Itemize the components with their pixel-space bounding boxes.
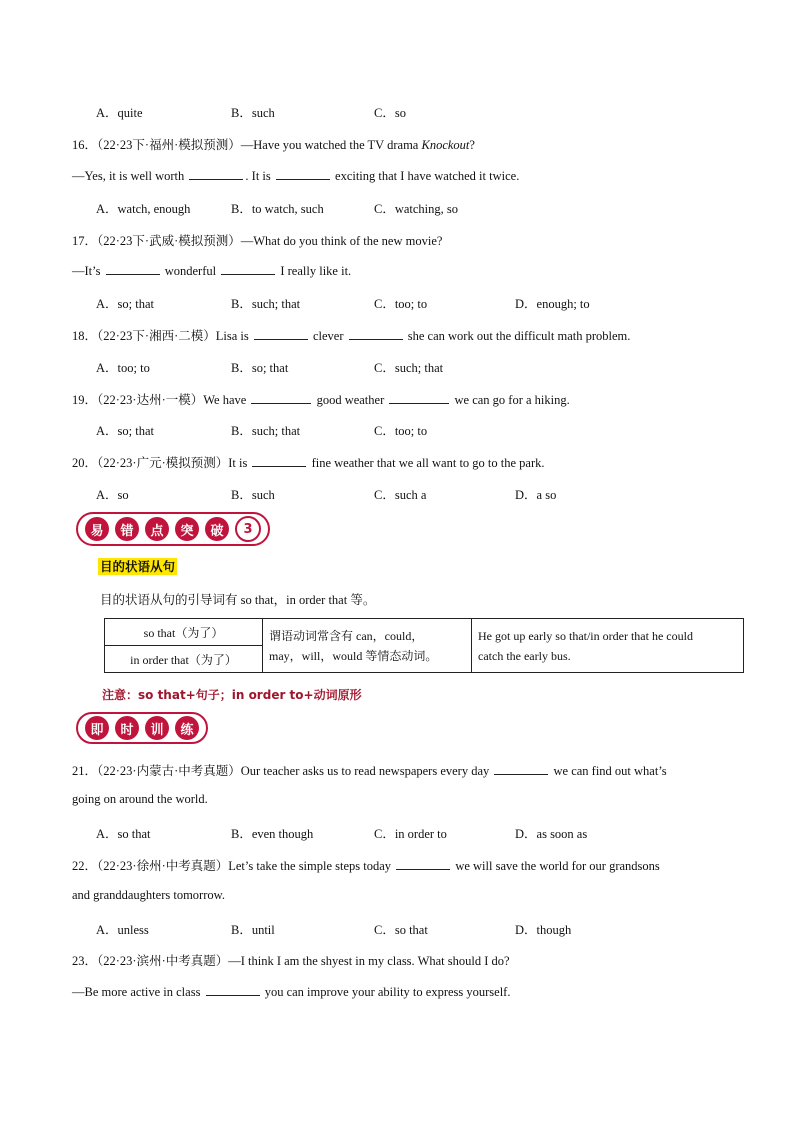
rule-line-1: 谓语动词常含有 can，could， (269, 628, 424, 643)
q20-blank-1[interactable] (252, 454, 306, 467)
q17-line2 (72, 262, 351, 279)
q17-line2-b: wonderful (164, 264, 217, 278)
q17-option-b[interactable]: B．such; that (231, 297, 301, 311)
q21-stem (72, 761, 667, 779)
q15-option-c[interactable]: C．so (374, 106, 406, 120)
q16-line2-b: . It is (245, 169, 271, 183)
example-line-1: He got up early so that/in order that he could (478, 628, 693, 643)
q16-stem-prefix: 16．（22·23下·福州·模拟预测）—Have you watched the TV drama (72, 138, 422, 152)
q16-option-c[interactable]: C．watching, so (374, 202, 459, 216)
q21-stem-b: we can find out what’s (553, 764, 667, 778)
q17-option-c[interactable]: C．too; to (374, 297, 428, 311)
q18-stem (72, 326, 630, 344)
q17-option-d[interactable]: D．enough; to (515, 297, 590, 311)
banner-char: 练 (175, 716, 199, 740)
q22-option-a[interactable]: A．unless (96, 923, 149, 937)
q16-line2 (72, 167, 519, 184)
conj-cell-in-order-that: in order that（为了） (105, 646, 263, 673)
q16-blank-2[interactable] (276, 167, 330, 180)
q16-line2-a: —Yes, it is well worth (72, 169, 185, 183)
q22-option-c[interactable]: C．so that (374, 923, 428, 937)
section-intro: 目的状语从句的引导词有 so that，in order that 等。 (100, 593, 376, 607)
table-row (105, 619, 744, 646)
q19-option-b[interactable]: B．such; that (231, 424, 301, 438)
q22-stem-a: 22．（22·23·徐州·中考真题）Let’s take the simple steps today (72, 859, 392, 873)
q22-blank-1[interactable] (396, 857, 450, 870)
q17-blank-1[interactable] (106, 262, 160, 275)
q20-stem (72, 453, 545, 471)
q18-stem-a: 18．（22·23下·湘西·二模）Lisa is (72, 329, 249, 343)
purpose-clause-table (104, 618, 744, 673)
q21-blank-1[interactable] (494, 762, 548, 775)
q22-option-d[interactable]: D．though (515, 923, 572, 937)
q18-option-b[interactable]: B．so; that (231, 361, 289, 375)
q19-option-a[interactable]: A．so; that (96, 424, 154, 438)
q17-blank-2[interactable] (221, 262, 275, 275)
q16-line2-c: exciting that I have watched it twice. (335, 169, 520, 183)
q20-option-c[interactable]: C．such a (374, 488, 427, 502)
q18-blank-2[interactable] (349, 327, 403, 340)
q23-stem: 23．（22·23·滨州·中考真题）—I think I am the shyest in my class. What should I do? (72, 954, 510, 968)
q19-stem-a: 19．（22·23·达州·一模）We have (72, 393, 247, 407)
practice-banner (76, 712, 208, 744)
q20-option-d[interactable]: D．a so (515, 488, 557, 502)
rule-line-2: may，will，would 等情态动词。 (269, 648, 438, 663)
banner-char: 易 (85, 517, 109, 541)
banner-char: 即 (85, 716, 109, 740)
example-line-2: catch the early bus. (478, 648, 571, 663)
q16-drama-title: Knockout (421, 138, 470, 152)
q18-stem-c: she can work out the difficult math problem. (407, 329, 631, 343)
banner-char: 突 (175, 517, 199, 541)
q20-stem-a: 20．（22·23·广元·模拟预测）It is (72, 456, 248, 470)
q21-option-d[interactable]: D．as soon as (515, 827, 588, 841)
q18-blank-1[interactable] (254, 327, 308, 340)
q20-stem-b: fine weather that we all want to go to the park. (311, 456, 545, 470)
banner-char: 破 (205, 517, 229, 541)
q23-blank-1[interactable] (206, 983, 260, 996)
q23-line2-a: —Be more active in class (72, 985, 201, 999)
q21-line2: going on around the world. (72, 792, 208, 806)
q15-option-a[interactable]: A．quite (96, 106, 143, 120)
q22-option-b[interactable]: B．until (231, 923, 275, 937)
q16-stem (72, 135, 475, 153)
conj-cell-so-that: so that（为了） (105, 619, 263, 646)
q19-stem-c: we can go for a hiking. (454, 393, 570, 407)
q18-stem-b: clever (312, 329, 344, 343)
q23-line2 (72, 983, 510, 1000)
banner-char: 错 (115, 517, 139, 541)
q17-stem: 17．（22·23下·武威·模拟预测）—What do you think of the new movie? (72, 234, 443, 248)
q19-stem (72, 390, 570, 408)
q20-option-a[interactable]: A．so (96, 488, 129, 502)
rule-cell (263, 619, 472, 673)
banner-char: 训 (145, 716, 169, 740)
q21-option-b[interactable]: B．even though (231, 827, 314, 841)
q22-line2: and granddaughters tomorrow. (72, 888, 225, 902)
q16-option-b[interactable]: B．to watch, such (231, 202, 324, 216)
q18-option-c[interactable]: C．such; that (374, 361, 444, 375)
q22-stem-b: we will save the world for our grandsons (455, 859, 660, 873)
q21-option-c[interactable]: C．in order to (374, 827, 447, 841)
q20-option-b[interactable]: B．such (231, 488, 275, 502)
section-heading (98, 557, 177, 575)
q16-option-a[interactable]: A．watch, enough (96, 202, 191, 216)
q16-stem-suffix: ? (469, 138, 475, 152)
q17-line2-a: —It’s (72, 264, 101, 278)
q16-blank-1[interactable] (189, 167, 243, 180)
section-note: 注意：so that+句子；in order to+动词原形 (102, 688, 362, 702)
banner-char: 时 (115, 716, 139, 740)
q22-stem (72, 856, 660, 874)
q19-option-c[interactable]: C．too; to (374, 424, 428, 438)
section-heading-text: 目的状语从句 (100, 559, 176, 574)
error-prone-banner (76, 512, 270, 546)
q15-option-b[interactable]: B．such (231, 106, 275, 120)
q21-option-a[interactable]: A．so that (96, 827, 151, 841)
banner-char: 点 (145, 517, 169, 541)
q17-option-a[interactable]: A．so; that (96, 297, 154, 311)
q23-line2-b: you can improve your ability to express yourself. (264, 985, 511, 999)
q19-blank-1[interactable] (251, 391, 311, 404)
banner-number: 3 (235, 516, 261, 542)
q19-blank-2[interactable] (389, 391, 449, 404)
example-cell (472, 619, 744, 673)
q21-stem-a: 21．（22·23·内蒙古·中考真题）Our teacher asks us to read newspapers every day (72, 764, 490, 778)
q18-option-a[interactable]: A．too; to (96, 361, 150, 375)
q19-stem-b: good weather (316, 393, 385, 407)
q17-line2-c: I really like it. (280, 264, 352, 278)
